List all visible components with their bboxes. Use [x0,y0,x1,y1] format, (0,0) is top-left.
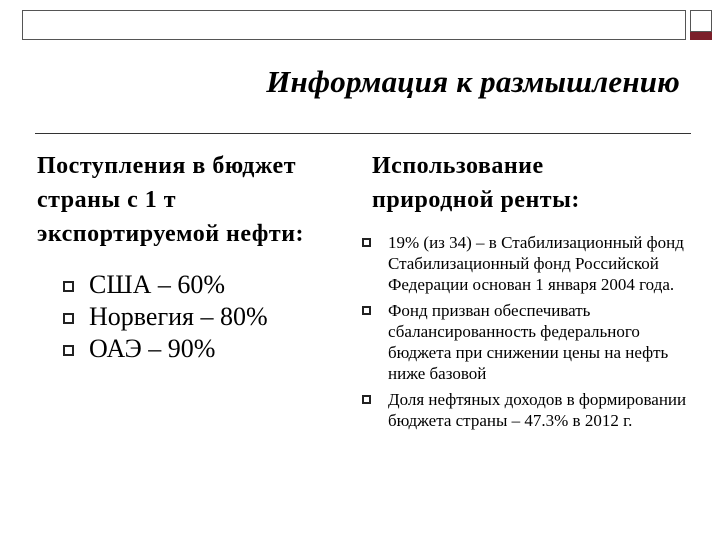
right-bullet-list [362,232,702,436]
title-divider [35,133,691,134]
list-item-text: США – 60% [89,270,226,299]
list-item-text: 19% (из 34) – в Стабилизационный фонд Стабилизационный фонд Российской Федерации основан 1 января 2004 года. [388,233,684,294]
list-item [37,333,337,365]
header-bar [22,10,686,40]
square-bullet-icon [362,238,371,247]
right-heading: Использование природной ренты: [372,153,580,213]
list-item [362,232,702,295]
left-column [37,149,337,365]
list-item [37,269,337,301]
square-bullet-icon [63,313,74,324]
list-item-text: Норвегия – 80% [89,302,268,331]
list-item [362,300,702,384]
corner-accent-square [690,10,712,32]
list-item [37,301,337,333]
square-bullet-icon [63,345,74,356]
slide-title: Информация к размышлению [266,64,680,99]
list-item-text: Фонд призван обеспечивать сбалансированность федерального бюджета при снижении цены на нефть ниже базовой [388,301,669,383]
square-bullet-icon [362,395,371,404]
list-item-text: Доля нефтяных доходов в формировании бюджета страны – 47.3% в 2012 г. [388,390,687,430]
list-item [362,389,702,431]
list-item-text: ОАЭ – 90% [89,334,216,363]
square-bullet-icon [362,306,371,315]
left-bullet-list [37,269,337,365]
square-bullet-icon [63,281,74,292]
left-heading: Поступления в бюджет страны с 1 т экспортируемой нефти: [37,153,305,247]
